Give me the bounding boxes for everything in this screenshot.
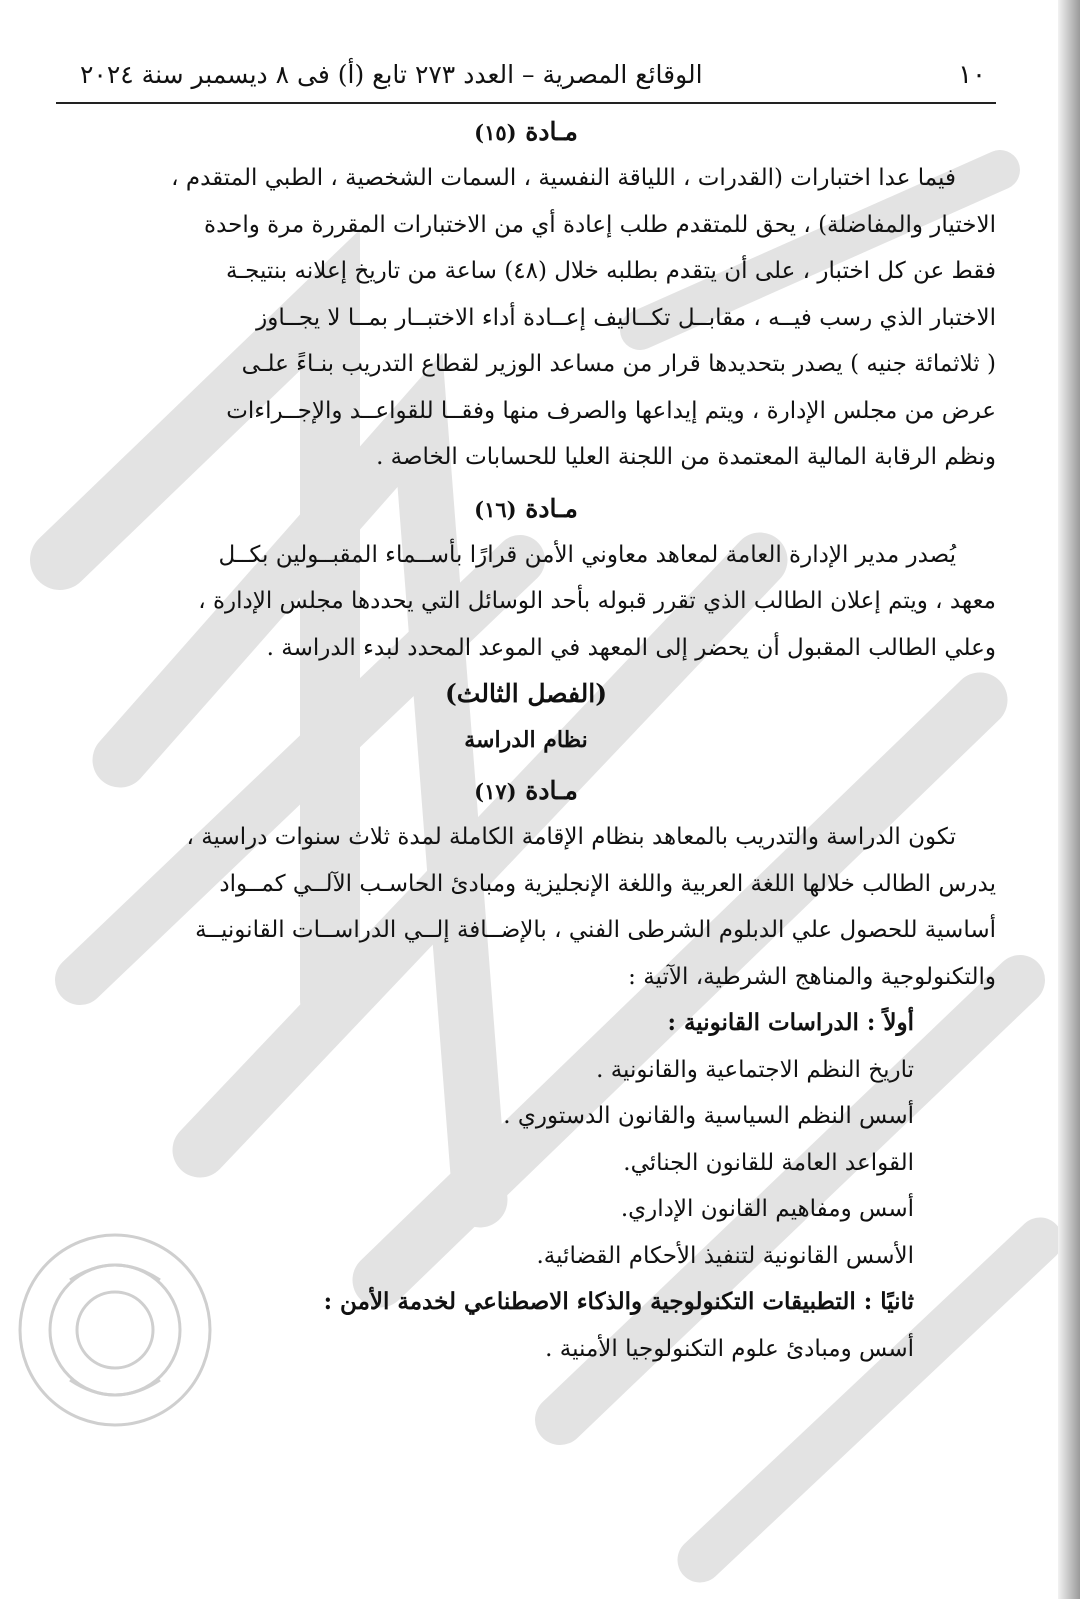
page-header <box>56 60 996 104</box>
text-line: تكون الدراسة والتدريب بالمعاهد بنظام الإقامة الكاملة لمدة ثلاث سنوات دراسية ، <box>186 824 956 850</box>
section-heading: ثانيًا : التطبيقات التكنولوجية والذكاء الاصطناعي لخدمة الأمن : <box>323 1288 914 1315</box>
article-15-text <box>56 155 996 481</box>
article-label: مـادة <box>525 776 578 805</box>
scan-edge <box>1058 0 1080 1599</box>
text-line: ( ثلاثمائة جنيه ) يصدر بتحديدها قرار من مساعد الوزير لقطاع التدريب بنـاءً علـى <box>241 351 996 377</box>
page-number: ١٠ <box>958 60 986 90</box>
article-17-text <box>56 814 996 1000</box>
list-item: تاريخ النظم الاجتماعية والقانونية . <box>596 1056 914 1083</box>
text-line: الاختبار الذي رسب فيــه ، مقابــل تكــاليف إعــادة أداء الاختبــار بمــا لا يجــاوز <box>256 304 996 331</box>
article-15-title <box>56 110 996 155</box>
text-line: والتكنولوجية والمناهج الشرطية، الآتية : <box>628 963 996 990</box>
article-number: (١٧) <box>474 779 517 804</box>
list-item: أسس ومبادئ علوم التكنولوجيا الأمنية . <box>545 1335 914 1362</box>
text-line: يدرس الطالب خلالها اللغة العربية واللغة الإنجليزية ومبادئ الحاسـب الآلــي كمــواد <box>219 870 996 897</box>
gazette-title: الوقائع المصرية – العدد ٢٧٣ تابع (أ) فى ٨ ديسمبر سنة ٢٠٢٤ <box>80 60 703 89</box>
text-line: وعلي الطالب المقبول أن يحضر إلى المعهد في الموعد المحدد لبدء الدراسة . <box>266 634 996 661</box>
text-line: يُصدر مدير الإدارة العامة لمعاهد معاوني الأمن قرارًا بأســماء المقبــولين بكــل <box>218 541 956 568</box>
text-line: معهد ، ويتم إعلان الطالب الذي تقرر قبوله بأحد الوسائل التي يحددها مجلس الإدارة ، <box>198 588 996 614</box>
text-line: أساسية للحصول علي الدبلوم الشرطى الفني ، بالإضــافة إلــي الدراســات القانونيــة <box>195 917 996 943</box>
text-line: عرض من مجلس الإدارة ، ويتم إيداعها والصرف منها وفقــا للقواعــد والإجــراءات <box>226 397 996 424</box>
section-heading: أولاً : الدراسات القانونية : <box>667 1009 914 1036</box>
article-17-title <box>56 769 996 814</box>
text-line: فيما عدا اختبارات (القدرات ، اللياقة النفسية ، السمات الشخصية ، الطبي المتقدم ، <box>171 165 956 191</box>
list-item: الأسس القانونية لتنفيذ الأحكام القضائية. <box>536 1242 914 1269</box>
text-line: فقط عن كل اختبار ، على أن يتقدم بطلبه خلال (٤٨) ساعة من تاريخ إعلانه بنتيجـة <box>226 258 996 284</box>
list-item: أسس النظم السياسية والقانون الدستوري . <box>503 1103 914 1129</box>
article-label: مـادة <box>525 117 578 146</box>
list-item: أسس ومفاهيم القانون الإداري. <box>620 1196 914 1222</box>
article-number: (١٦) <box>474 496 517 522</box>
article-number: (١٥) <box>474 120 517 145</box>
text-line: ونظم الرقابة المالية المعتمدة من اللجنة العليا للحسابات الخاصة . <box>376 444 996 470</box>
chapter-title: (الفصل الثالث) <box>444 679 608 708</box>
article-16-text <box>56 532 996 672</box>
list-item: القواعد العامة للقانون الجنائي. <box>623 1149 914 1176</box>
chapter-subtitle: نظام الدراسة <box>464 727 588 753</box>
article-16-title <box>56 487 996 532</box>
article-label: مـادة <box>525 493 578 523</box>
section-legal-studies <box>56 1000 996 1372</box>
document-page <box>56 60 996 1372</box>
text-line: الاختيار والمفاضلة) ، يحق للمتقدم طلب إعادة أي من الاختبارات المقررة مرة واحدة <box>204 211 996 238</box>
